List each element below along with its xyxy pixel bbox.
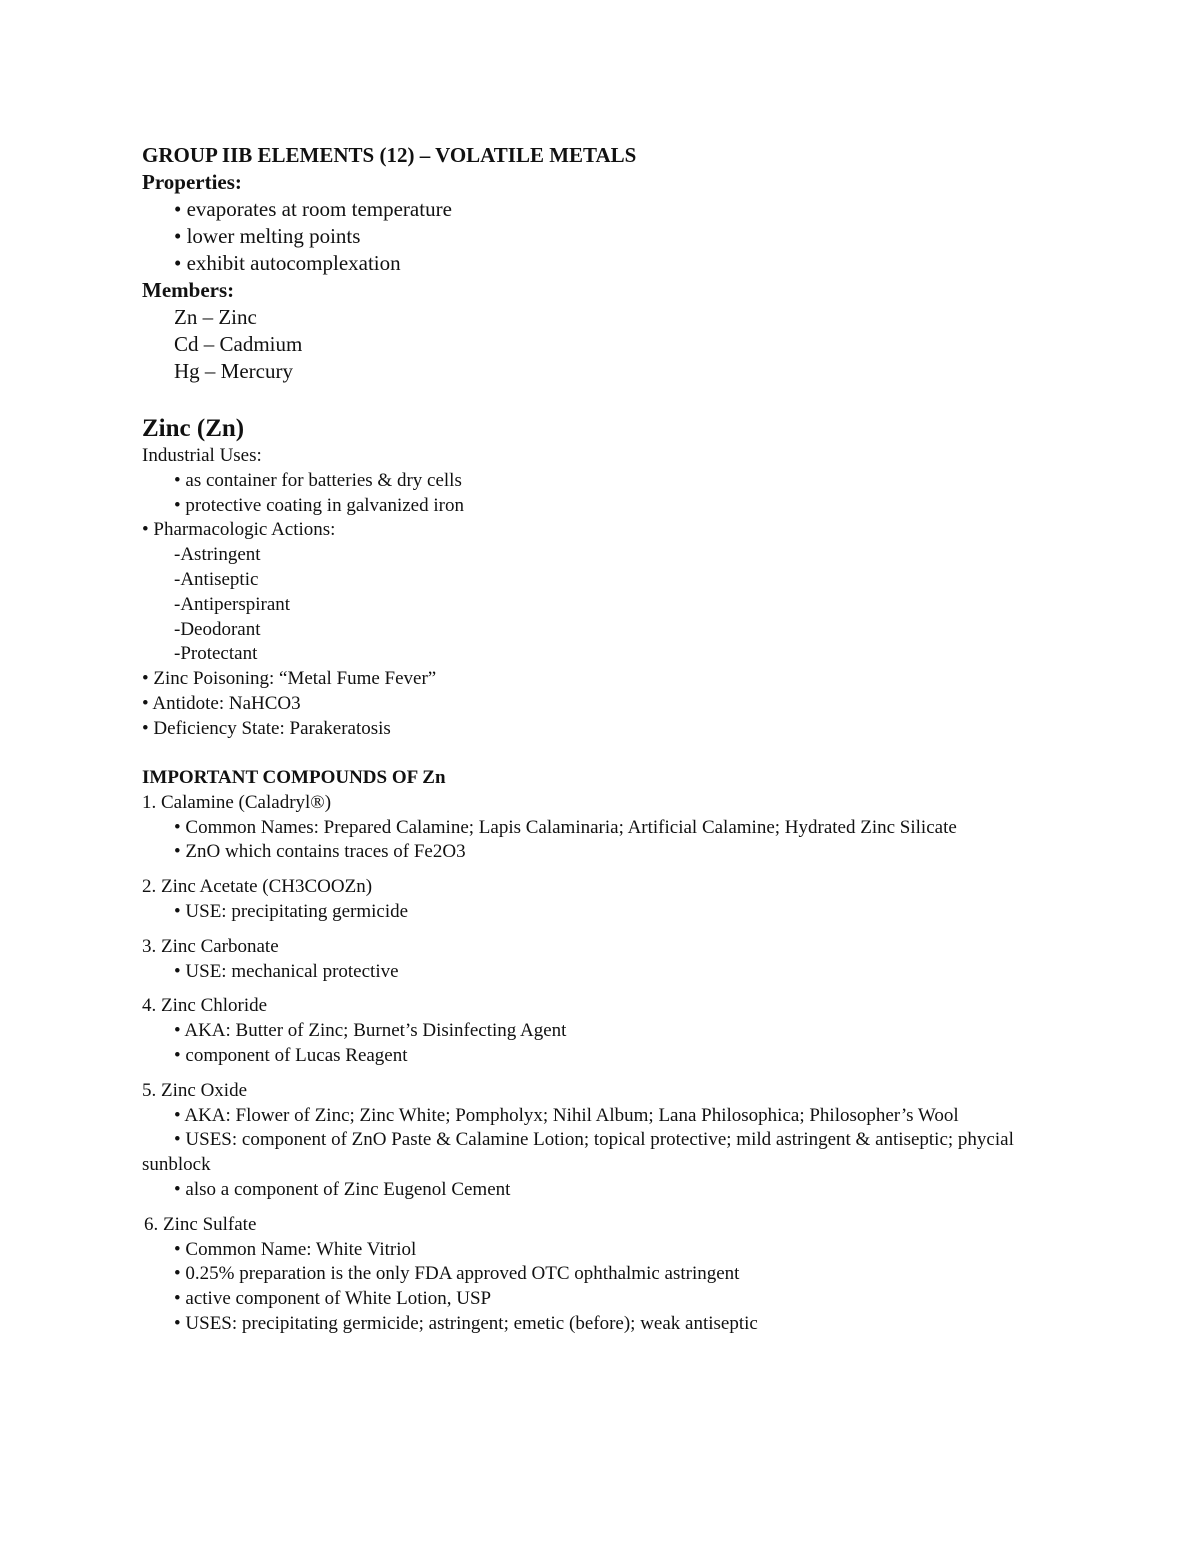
compound-bullet bbox=[142, 1104, 1062, 1129]
member-item: Zn – Zinc bbox=[174, 305, 257, 329]
compound-bullet: • Common Name: White Vitriol bbox=[174, 1238, 417, 1260]
zinc-poisoning: • Zinc Poisoning: “Metal Fume Fever” bbox=[142, 668, 437, 690]
pharmacologic-actions-label: • Pharmacologic Actions: bbox=[142, 519, 336, 541]
compound-bullet: • component of Lucas Reagent bbox=[174, 1044, 408, 1066]
compound-bullet: • 0.25% preparation is the only FDA approved OTC ophthalmic astringent bbox=[174, 1263, 740, 1285]
compound-zinc-carbonate bbox=[142, 935, 1062, 985]
compound-title: 4. Zinc Chloride bbox=[142, 995, 268, 1017]
pharmacologic-action-item: -Protectant bbox=[174, 643, 258, 665]
compound-zinc-chloride bbox=[142, 994, 1062, 1068]
compound-zinc-sulfate bbox=[142, 1213, 1062, 1337]
group-section bbox=[142, 142, 1102, 385]
zinc-antidote: • Antidote: NaHCO3 bbox=[142, 692, 301, 714]
property-item: • exhibit autocomplexation bbox=[174, 251, 401, 275]
industrial-uses-label: Industrial Uses: bbox=[142, 445, 262, 466]
properties-label: Properties: bbox=[142, 170, 242, 194]
compound-zinc-oxide bbox=[142, 1079, 1062, 1203]
property-item: • evaporates at room temperature bbox=[174, 197, 452, 221]
compound-bullet bbox=[142, 816, 1062, 841]
compound-bullet-text: • USES: component of ZnO Paste & Calamine Lotion; topical protective; mild astringent & antiseptic; phycial sunblock bbox=[142, 1129, 1014, 1176]
compound-bullet-text: • AKA: Flower of Zinc; Zinc White; Pompholyx; Nihil Album; Lana Philosophica; Philosopher’s Wool bbox=[174, 1104, 959, 1126]
pharmacologic-action-item: -Deodorant bbox=[174, 618, 261, 640]
member-item: Cd – Cadmium bbox=[174, 332, 303, 356]
pharmacologic-action-item: -Antiperspirant bbox=[174, 593, 291, 615]
compound-bullet: • ZnO which contains traces of Fe2O3 bbox=[174, 841, 466, 863]
compound-calamine bbox=[142, 791, 1062, 865]
zinc-deficiency: • Deficiency State: Parakeratosis bbox=[142, 717, 391, 739]
compound-title: 1. Calamine (Caladryl®) bbox=[142, 791, 332, 813]
industrial-use-item: • as container for batteries & dry cells bbox=[174, 469, 462, 491]
compound-bullet: • also a component of Zinc Eugenol Cement bbox=[174, 1178, 511, 1200]
compound-bullet-text: • Common Names: Prepared Calamine; Lapis Calaminaria; Artificial Calamine; Hydrated Zinc Silicate bbox=[174, 816, 957, 838]
compound-zinc-acetate bbox=[142, 875, 1062, 925]
compounds-section bbox=[142, 766, 1062, 1337]
zinc-heading: Zinc (Zn) bbox=[142, 415, 245, 442]
compound-bullet bbox=[142, 1128, 1062, 1178]
member-item: Hg – Mercury bbox=[174, 359, 293, 383]
compound-title: 6. Zinc Sulfate bbox=[144, 1213, 257, 1235]
pharmacologic-action-item: -Antiseptic bbox=[174, 568, 259, 590]
compounds-heading: IMPORTANT COMPOUNDS OF Zn bbox=[142, 767, 446, 788]
compound-bullet: • AKA: Butter of Zinc; Burnet’s Disinfecting Agent bbox=[174, 1020, 567, 1042]
compound-title: 5. Zinc Oxide bbox=[142, 1079, 248, 1101]
pharmacologic-action-item: -Astringent bbox=[174, 544, 261, 566]
property-item: • lower melting points bbox=[174, 224, 361, 248]
zinc-section bbox=[142, 444, 1102, 742]
compound-title: 2. Zinc Acetate (CH3COOZn) bbox=[142, 876, 373, 898]
compound-bullet: • USE: mechanical protective bbox=[174, 960, 399, 982]
compound-bullet: • active component of White Lotion, USP bbox=[174, 1288, 492, 1310]
group-title: GROUP IIB ELEMENTS (12) – VOLATILE METALS bbox=[142, 143, 637, 167]
compound-title: 3. Zinc Carbonate bbox=[142, 935, 279, 957]
compound-bullet: • USES: precipitating germicide; astringent; emetic (before); weak antiseptic bbox=[174, 1312, 758, 1334]
members-label: Members: bbox=[142, 278, 235, 302]
compound-bullet: • USE: precipitating germicide bbox=[174, 900, 409, 922]
industrial-use-item: • protective coating in galvanized iron bbox=[174, 494, 464, 516]
